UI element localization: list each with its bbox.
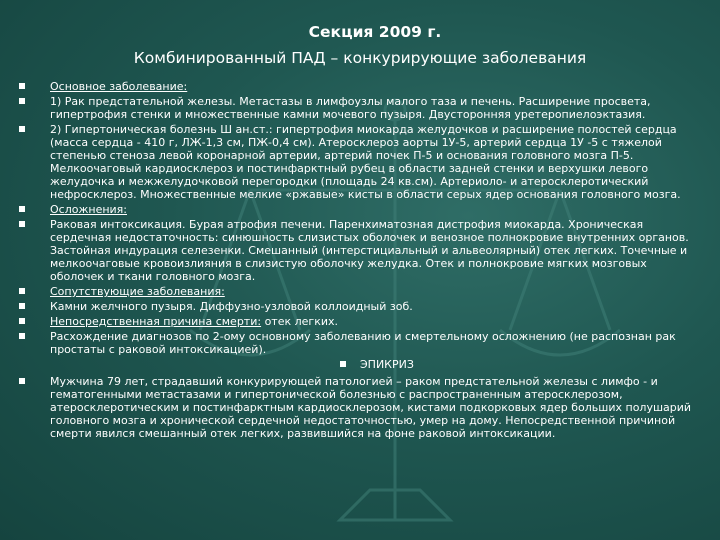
epicrisis-text: Мужчина 79 лет, страдавший конкурирующей патологией – раком предстательной железы с лимфо - и гематогенными метастазами и гипертонической болезнью с распространенным атеросклерозом, атеросклеротическим и постинфарктным кардиосклерозом, кистами подкорковых ядер больших полушарий головного мозга и хронической сердечной недостаточностью, умер на дому. Непосредственной причиной смерти явился смешанный отек легких, развившийся на фоне раковой интоксикации. [50,375,692,440]
list-item-complications [0,218,720,283]
epicrisis-heading-text: ЭПИКРИЗ [360,358,414,371]
bullet-icon [19,206,25,212]
bullet-icon [19,288,25,294]
bullet-icon [19,221,25,227]
list-item-epicrisis [0,375,720,440]
item-text: Раковая интоксикация. Бурая атрофия печени. Паренхиматозная дистрофия миокарда. Хроническая сердечная недостаточность: синюшность слизистых оболочек и венозное полнокровие внутренних органов. Застойная индурация селезенки. Смешанный (интерстициальный и альвеолярный) отек легких. Точечные и мелкоочаговые кровоизлияния в слизистую оболочку желудка. Отек и полнокровие мягких мозговых оболочек и ткани головного мозга. [50,218,689,283]
list-item-complications-heading [0,203,720,216]
epicrisis-heading [0,358,720,371]
bullet-icon [19,378,25,384]
bullet-icon [19,83,25,89]
list-item-main-disease-heading [0,80,720,93]
title-line-1: Секция 2009 г. [308,23,442,41]
list-item-cause-of-death [0,315,720,328]
list-item-concomitant [0,300,720,313]
list-item-concomitant-heading [0,285,720,298]
item-text: Расхождение диагнозов по 2-ому основному заболеванию и смертельному осложнению (не распознан рак простаты с раковой интоксикацией). [50,330,676,356]
title-line-2: Комбинированный ПАД – конкурирующие заболевания [133,49,587,67]
item-text: 1) Рак предстательной железы. Метастазы в лимфоузлы малого таза и печень. Расширение просвета, гипертрофия стенки и множественные камни мочевого пузыря. Двусторонняя уретеропиелоэктазия. [50,95,651,121]
list-item-diagnosis-1 [0,95,720,121]
list-item-discrepancy [0,330,720,356]
item-label: Непосредственная причина смерти: [50,315,262,328]
item-text: 2) Гипертоническая болезнь Ш ан.ст.: гипертрофия миокарда желудочков и расширение полостей сердца (масса сердца - 410 г, ЛЖ-1,3 см, ПЖ-0,4 см). Атеросклероз аорты 1У-5, артерий сердца 1У -5 с тяжелой степенью стеноза левой коронарной артерии, артерий почек П-5 и основания головного мозга П-5. Мелкоочаговый кардиосклероз и постинфарктный рубец в области задней стенки и верхушки левого желудочка и межжелудочковой перегородки (площадь 24 кв.см). Артериоло- и атеросклеротический нефросклероз. Множественные мелкие «ржавые» кисты в области серых ядер основания головного мозга. [50,123,681,201]
bullet-icon [340,361,346,367]
item-text: Камни желчного пузыря. Диффузно-узловой коллоидный зоб. [50,300,413,313]
bullet-icon [19,303,25,309]
bullet-icon [19,98,25,104]
slide-title [0,21,720,69]
bullet-icon [19,318,25,324]
item-text: отек легких. [261,315,338,328]
item-label: Основное заболевание: [50,80,188,93]
bullet-icon [19,126,25,132]
item-label: Сопутствующие заболевания: [50,285,225,298]
bullet-icon [19,333,25,339]
slide-content [0,80,720,442]
item-label: Осложнения: [50,203,127,216]
list-item-diagnosis-2 [0,123,720,201]
